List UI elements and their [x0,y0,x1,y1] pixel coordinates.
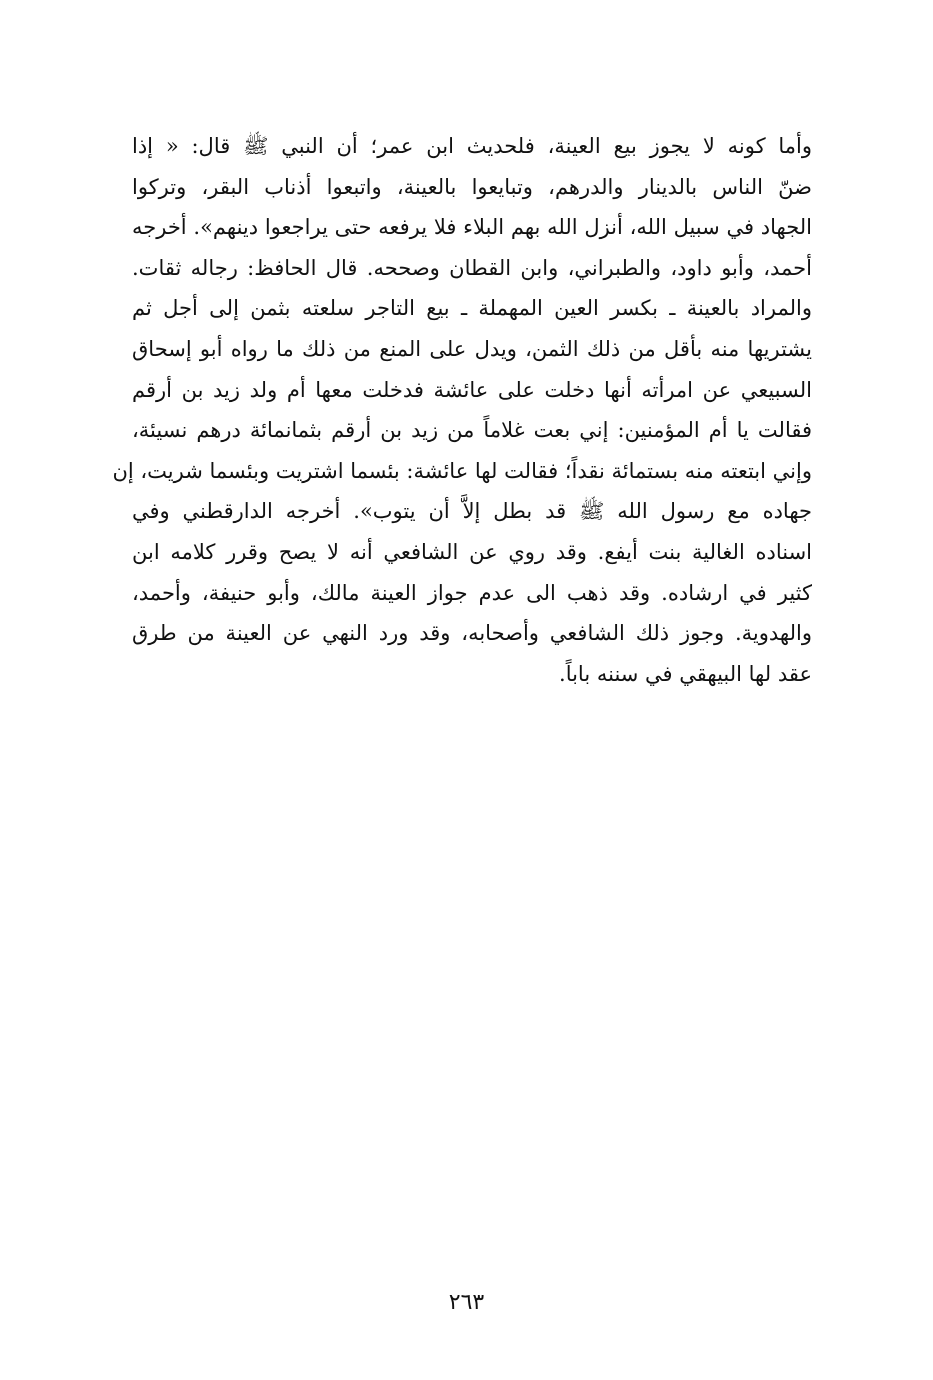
body-text [112,126,812,694]
text-line: جهاده مع رسول الله ﷺ قد بطل إلاَّ أن يتوب». أخرجه الدارقطني وفي [132,499,812,524]
text-line: كثير في ارشاده. وقد ذهب الى عدم جواز العينة مالك، وأبو حنيفة، وأحمد، [132,580,812,605]
text-line: السبيعي عن امرأته أنها دخلت على عائشة فدخلت معها أم ولد زيد بن أرقم [132,377,812,402]
page-number: ٢٦٣ [448,1290,485,1315]
text-line: والمراد بالعينة ـ بكسر العين المهملة ـ بيع التاجر سلعته بثمن إلى أجل ثم [132,296,812,321]
text-line: الجهاد في سبيل الله، أنزل الله بهم البلاء فلا يرفعه حتى يراجعوا دينهم». أخرجه [132,215,812,240]
text-line: اسناده الغالية بنت أيفع. وقد روي عن الشافعي أنه لا يصح وقرر كلامه ابن [132,539,812,564]
text-line: يشتريها منه بأقل من ذلك الثمن، ويدل على المنع من ذلك ما رواه أبو إسحاق [132,336,812,361]
text-line: أحمد، وأبو داود، والطبراني، وابن القطان وصححه. قال الحافظ: رجاله ثقات. [132,255,812,280]
text-line: والهدوية. وجوز ذلك الشافعي وأصحابه، وقد ورد النهي عن العينة من طرق [132,621,812,646]
text-line: فقالت يا أم المؤمنين: إني بعت غلاماً من زيد بن أرقم بثمانمائة درهم نسيئة، [132,418,812,443]
text-line: عقد لها البيهقي في سننه باباً. [559,661,812,686]
text-line: وأما كونه لا يجوز بيع العينة، فلحديث ابن عمر؛ أن النبي ﷺ قال: « إذا [132,134,812,158]
text-line: وإني ابتعته منه بستمائة نقداً؛ فقالت لها عائشة: بئسما اشتريت وبئسما شريت، إن [112,458,812,483]
text-line: ضنّ الناس بالدينار والدرهم، وتبايعوا بالعينة، واتبعوا أذناب البقر، وتركوا [132,174,812,199]
